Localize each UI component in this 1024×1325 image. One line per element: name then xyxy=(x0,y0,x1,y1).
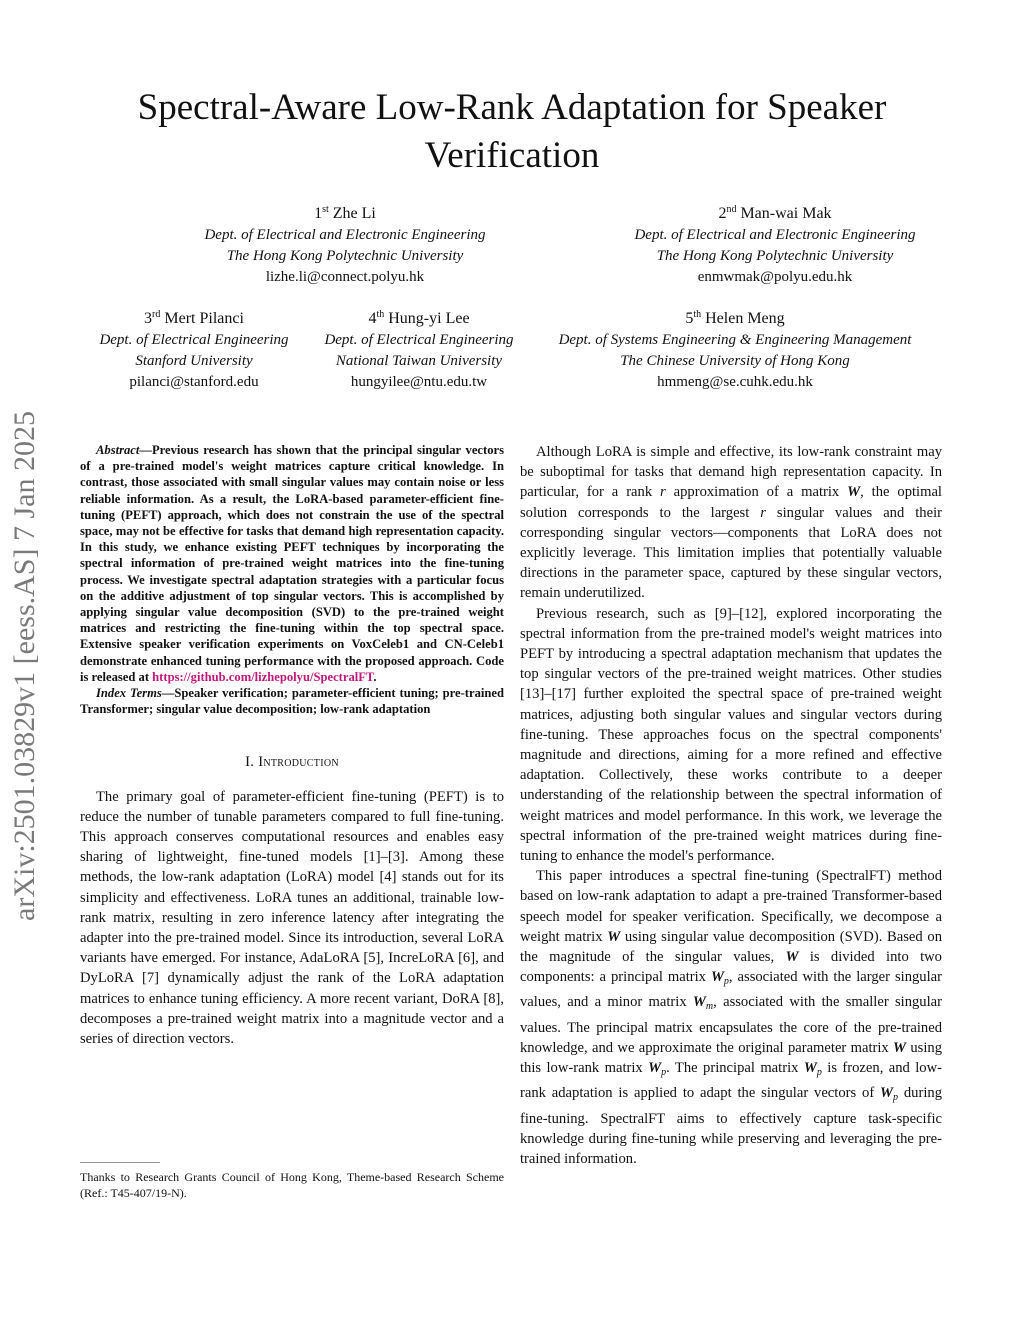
author-block-4 xyxy=(308,307,530,393)
author-email[interactable]: hungyilee@ntu.edu.tw xyxy=(350,374,488,390)
intro-paragraph: The primary goal of parameter-efficient fine-tuning (PEFT) is to reduce the number of tunable parameters compared to full fine-tuning. This approach conserves computational resources and enables easy sharing of lightweight, fine-tuned models [1]–[3]. Among these methods, the low-rank adaptation (LoRA) model [4] stands out for its simplicity and effectiveness. LoRA tunes an additional, trainable low-rank matrix, resulting in zero inference latency after integrating the adapter into the pre-trained model. Since its introduction, several LoRA variants have emerged. For instance, AdaLoRA [5], IncreLoRA [6], and DyLoRA [7] dynamically adjust the rank of the LoRA adaptation matrices to enhance tuning efficiency. A more recent variant, DoRA [8], decomposes a pre-trained weight matrix into a magnitude vector and a series of direction vectors. xyxy=(80,788,504,1048)
code-link[interactable]: https://github.com/lizhepolyu/SpectralFT xyxy=(152,669,374,684)
author-organization: Stanford University xyxy=(135,353,253,369)
right-column xyxy=(520,442,942,1169)
abstract-label: Abstract xyxy=(96,443,140,457)
paper-title: Spectral-Aware Low-Rank Adaptation for Speaker Verification xyxy=(137,87,887,176)
author-email[interactable]: enmwmak@polyu.edu.hk xyxy=(697,269,853,285)
paragraph-previous-research: Previous research, such as [9]–[12], explored incorporating the spectral information from the pre-trained model's weight matrices into PEFT by introducing a spectral adaptation mechanism that updates the top singular vectors of the pre-trained weight matrices. Other studies [13]–[17] further exploited the spectral space of pre-trained weight matrices, adjusting both singular values and singular vectors during fine-tuning. These approaches focus on the spectral components' magnitude and directions, aiming for a more refined and effective adaptation. Collectively, these works contribute to a deeper understanding of the relationship between the spectral information of weight matrices and model performance. In this work, we leverage the spectral information of the pre-trained weight matrices during fine-tuning to enhance the model's performance. xyxy=(520,605,942,865)
index-terms: Index Terms—Speaker verification; parameter-efficient tuning; pre-trained Transformer; singular value decomposition; low-rank adaptation xyxy=(80,686,504,717)
author-department: Dept. of Electrical and Electronic Engineering xyxy=(204,227,486,243)
author-name: 1st Zhe Li xyxy=(314,204,376,222)
index-terms-text: Speaker verification; parameter-efficient tuning; pre-trained Transformer; singular value decomposition; low-rank adaptation xyxy=(80,686,504,717)
author-block-5 xyxy=(530,307,940,393)
author-email[interactable]: pilanci@stanford.edu xyxy=(129,374,259,390)
index-terms-label: Index Terms xyxy=(96,686,162,701)
author-name: 2nd Man-wai Mak xyxy=(718,204,832,222)
author-department: Dept. of Electrical Engineering xyxy=(99,332,289,348)
author-organization: The Hong Kong Polytechnic University xyxy=(656,248,894,264)
arxiv-identifier-stamp xyxy=(2,363,48,968)
author-email[interactable]: hmmeng@se.cuhk.edu.hk xyxy=(657,374,813,390)
author-email[interactable]: lizhe.li@connect.polyu.hk xyxy=(265,269,425,285)
arxiv-identifier-text: arXiv:2501.03829v1 [eess.AS] 7 Jan 2025 xyxy=(8,410,42,921)
author-name: 3rd Mert Pilanci xyxy=(144,309,244,327)
footnote-divider xyxy=(80,1162,160,1163)
author-department: Dept. of Electrical Engineering xyxy=(324,332,514,348)
left-column xyxy=(80,442,504,1049)
author-department: Dept. of Systems Engineering & Engineering Management xyxy=(558,332,912,348)
footnote: Thanks to Research Grants Council of Hong Kong, Theme-based Research Scheme (Ref.: T45-407/19-N). xyxy=(80,1170,504,1200)
author-organization: The Hong Kong Polytechnic University xyxy=(226,248,464,264)
author-name: 5th Helen Meng xyxy=(685,309,785,327)
author-block-3 xyxy=(80,307,308,393)
author-department: Dept. of Electrical and Electronic Engineering xyxy=(634,227,916,243)
paragraph-lora-limitations: Although LoRA is simple and effective, its low-rank constraint may be suboptimal for tasks that demand high representation capacity. In particular, for a rank r approximation of a matrix W, the optimal solution corresponds to the largest r singular values and their corresponding singular vectors—components that LoRA does not explicitly leverage. This limitation implies that potentially valuable directions in the parameter space, captured by these singular vectors, remain underutilized. xyxy=(520,444,942,602)
author-block-2 xyxy=(550,202,1000,288)
author-organization: National Taiwan University xyxy=(335,353,503,369)
abstract: Abstract—Previous research has shown that the principal singular vectors of a pre-trained model's weight matrices capture critical knowledge. In contrast, those associated with small singular values may contain noise or less reliable information. As a result, the LoRA-based parameter-efficient fine-tuning (PEFT) approach, which does not constrain the use of the spectral space, may not be effective for tasks that demand high representation capacity. In this study, we enhance existing PEFT techniques by incorporating the spectral information of pre-trained weight matrices into the fine-tuning process. We investigate spectral adaptation strategies with a particular focus on the additive adjustment of top singular vectors. This is accomplished by applying singular value decomposition (SVD) to the pre-trained weight matrices and restricting the fine-tuning within the top spectral space. Extensive speaker verification experiments on VoxCeleb1 and CN-Celeb1 demonstrate enhanced tuning performance with the proposed approach. Code is released at https://github.com/lizhepolyu/SpectralFT. xyxy=(80,443,504,684)
author-block-1 xyxy=(120,202,570,288)
author-name: 4th Hung-yi Lee xyxy=(368,309,470,327)
abstract-text: Previous research has shown that the principal singular vectors of a pre-trained model's weight matrices capture critical knowledge. In contrast, those associated with small singular values may contain noise or less reliable information. As a result, the LoRA-based parameter-efficient fine-tuning (PEFT) approach, which does not constrain the use of the spectral space, may not be effective for tasks that demand high representation capacity. In this study, we enhance existing PEFT techniques by incorporating the spectral information of pre-trained weight matrices into the fine-tuning process. We investigate spectral adaptation strategies with a particular focus on the additive adjustment of top singular vectors. This is accomplished by applying singular value decomposition (SVD) to the pre-trained weight matrices and restricting the fine-tuning within the top spectral space. Extensive speaker verification experiments on VoxCeleb1 and CN-Celeb1 demonstrate enhanced tuning performance with the proposed approach. Code is released at xyxy=(80,443,504,684)
paragraph-spectralft-intro: This paper introduces a spectral fine-tuning (SpectralFT) method based on low-rank adaptation to adapt a pre-trained Transformer-based speech model for speaker verification. Specifically, we decompose a weight matrix W using singular value decomposition (SVD). Based on the magnitude of the singular values, W is divided into two components: a principal matrix $W_p$, associated with the larger singular values, and a minor matrix $W_m$, associated with the smaller singular values. The principal matrix encapsulates the core of the pre-trained knowledge, and we approximate the original parameter matrix W using this low-rank matrix $W_p$. The principal matrix $W_p$ is frozen, and low-rank adaptation is applied to adapt the singular vectors of $W_p$ during fine-tuning. SpectralFT aims to effectively capture task-specific knowledge during fine-tuning while preserving and leveraging the pre-trained information. xyxy=(520,868,943,1167)
author-organization: The Chinese University of Hong Kong xyxy=(620,353,850,369)
section-heading-introduction: I. Introduction xyxy=(245,754,339,771)
